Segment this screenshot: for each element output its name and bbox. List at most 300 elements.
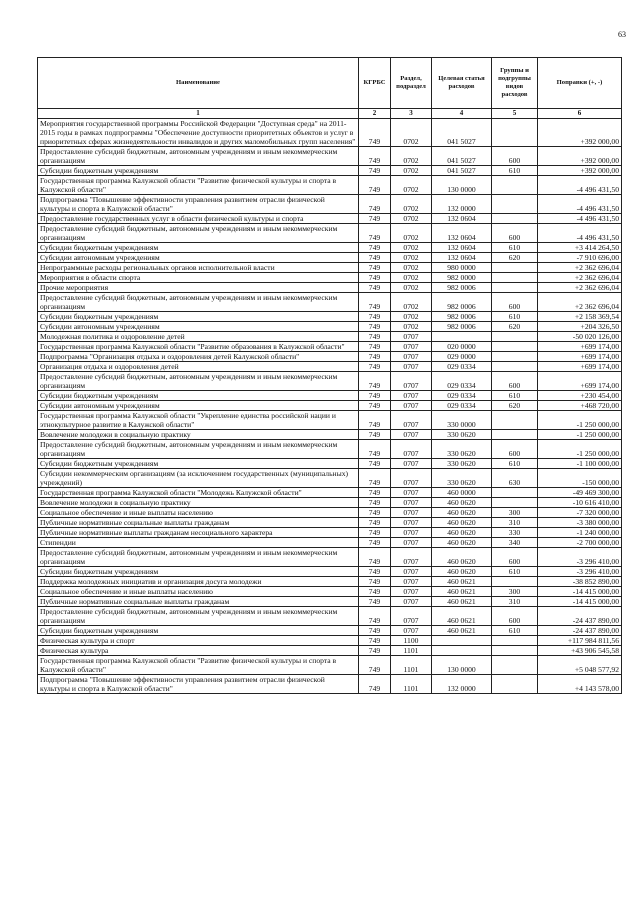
row-section-cell: 0707 [391, 577, 432, 587]
row-section-cell: 0707 [391, 548, 432, 567]
row-target-cell: 029 0334 [432, 372, 492, 391]
row-amount-cell: -3 380 000,00 [538, 518, 622, 528]
row-expense-type-cell: 310 [492, 597, 538, 607]
table-row [38, 253, 622, 263]
row-target-cell: 132 0000 [432, 195, 492, 214]
row-section-cell: 0707 [391, 587, 432, 597]
table-row [38, 675, 622, 694]
row-name-cell: Государственная программа Калужской области "Развитие физической культуры и спорта в Калужской области" [38, 656, 359, 675]
column-number: 5 [492, 109, 538, 119]
row-amount-cell: -1 100 000,00 [538, 459, 622, 469]
row-expense-type-cell: 310 [492, 518, 538, 528]
row-expense-type-cell [492, 430, 538, 440]
row-target-cell: 982 0006 [432, 312, 492, 322]
row-expense-type-cell [492, 411, 538, 430]
row-target-cell: 041 5027 [432, 119, 492, 147]
row-section-cell: 0707 [391, 362, 432, 372]
table-row [38, 498, 622, 508]
row-kgrbs-cell: 749 [359, 332, 391, 342]
row-expense-type-cell: 600 [492, 293, 538, 312]
row-name-cell: Предоставление субсидий бюджетным, автономным учреждениям и иным некоммерческим организациям [38, 372, 359, 391]
row-section-cell: 0702 [391, 283, 432, 293]
table-row [38, 508, 622, 518]
row-name-cell: Предоставление субсидий бюджетным, автономным учреждениям и иным некоммерческим организациям [38, 440, 359, 459]
row-kgrbs-cell: 749 [359, 440, 391, 459]
row-section-cell: 0707 [391, 372, 432, 391]
row-amount-cell: -49 469 300,00 [538, 488, 622, 498]
row-expense-type-cell: 600 [492, 440, 538, 459]
column-number: 3 [391, 109, 432, 119]
row-amount-cell: +468 720,00 [538, 401, 622, 411]
row-section-cell: 0707 [391, 607, 432, 626]
header-target-article: Целевая статья расходов [432, 58, 492, 109]
row-expense-type-cell: 300 [492, 587, 538, 597]
row-kgrbs-cell: 749 [359, 224, 391, 243]
row-expense-type-cell [492, 646, 538, 656]
row-target-cell: 132 0000 [432, 675, 492, 694]
row-name-cell: Стипендии [38, 538, 359, 548]
row-kgrbs-cell: 749 [359, 411, 391, 430]
row-name-cell: Непрограммные расходы региональных органов исполнительной власти [38, 263, 359, 273]
row-amount-cell: +392 000,00 [538, 147, 622, 166]
row-kgrbs-cell: 749 [359, 567, 391, 577]
row-expense-type-cell [492, 656, 538, 675]
row-target-cell: 460 0620 [432, 528, 492, 538]
table-row [38, 528, 622, 538]
row-amount-cell: -4 496 431,50 [538, 224, 622, 243]
row-section-cell: 0707 [391, 518, 432, 528]
row-expense-type-cell: 300 [492, 508, 538, 518]
row-kgrbs-cell: 749 [359, 675, 391, 694]
row-expense-type-cell: 610 [492, 567, 538, 577]
row-name-cell: Государственная программа Калужской области "Молодежь Калужской области" [38, 488, 359, 498]
row-amount-cell: -7 910 696,00 [538, 253, 622, 263]
row-name-cell: Субсидии бюджетным учреждениям [38, 166, 359, 176]
row-target-cell [432, 646, 492, 656]
row-expense-type-cell [492, 214, 538, 224]
row-expense-type-cell [492, 176, 538, 195]
row-amount-cell: -3 296 410,00 [538, 548, 622, 567]
header-kgrbs: КГРБС [359, 58, 391, 109]
row-target-cell: 460 0620 [432, 548, 492, 567]
row-target-cell: 460 0620 [432, 538, 492, 548]
row-target-cell: 460 0621 [432, 587, 492, 597]
row-kgrbs-cell: 749 [359, 607, 391, 626]
row-target-cell: 020 0000 [432, 342, 492, 352]
row-target-cell: 460 0621 [432, 607, 492, 626]
row-expense-type-cell [492, 352, 538, 362]
row-target-cell: 330 0620 [432, 459, 492, 469]
row-name-cell: Государственная программа Калужской области "Развитие образования в Калужской области" [38, 342, 359, 352]
row-section-cell: 0702 [391, 214, 432, 224]
row-amount-cell: +699 174,00 [538, 372, 622, 391]
row-name-cell: Физическая культура [38, 646, 359, 656]
row-target-cell: 460 0620 [432, 567, 492, 577]
row-section-cell: 1101 [391, 656, 432, 675]
row-name-cell: Предоставление субсидий бюджетным, автономным учреждениям и иным некоммерческим организациям [38, 224, 359, 243]
row-target-cell: 982 0006 [432, 283, 492, 293]
row-kgrbs-cell: 749 [359, 391, 391, 401]
column-number: 4 [432, 109, 492, 119]
row-expense-type-cell: 610 [492, 459, 538, 469]
column-number: 6 [538, 109, 622, 119]
row-name-cell: Мероприятия государственной программы Российской Федерации "Доступная среда" на 2011-2015 годы в рамках подпрограммы "Обеспечение доступности приоритетных объектов и услуг в приоритетных сферах жизнедеятельности инвалидов и других маломобильных групп населения" [38, 119, 359, 147]
row-section-cell: 0707 [391, 411, 432, 430]
table-row [38, 548, 622, 567]
column-number-row [38, 109, 622, 119]
row-section-cell: 0702 [391, 243, 432, 253]
row-expense-type-cell [492, 342, 538, 352]
row-kgrbs-cell: 749 [359, 459, 391, 469]
row-section-cell: 0707 [391, 430, 432, 440]
table-row [38, 195, 622, 214]
row-name-cell: Молодежная политика и оздоровление детей [38, 332, 359, 342]
table-row [38, 352, 622, 362]
row-section-cell: 0707 [391, 391, 432, 401]
row-expense-type-cell: 610 [492, 391, 538, 401]
table-row [38, 293, 622, 312]
row-section-cell: 0707 [391, 538, 432, 548]
row-kgrbs-cell: 749 [359, 352, 391, 362]
row-target-cell: 460 0621 [432, 577, 492, 587]
row-amount-cell: -3 296 410,00 [538, 567, 622, 577]
row-name-cell: Субсидии бюджетным учреждениям [38, 312, 359, 322]
row-kgrbs-cell: 749 [359, 656, 391, 675]
page-number: 63 [618, 30, 626, 39]
table-row [38, 224, 622, 243]
table-row [38, 312, 622, 322]
row-kgrbs-cell: 749 [359, 587, 391, 597]
row-name-cell: Мероприятия в области спорта [38, 273, 359, 283]
row-target-cell: 460 0620 [432, 518, 492, 528]
row-target-cell: 029 0000 [432, 352, 492, 362]
row-expense-type-cell [492, 488, 538, 498]
row-target-cell: 132 0604 [432, 214, 492, 224]
row-expense-type-cell: 600 [492, 147, 538, 166]
row-kgrbs-cell: 749 [359, 119, 391, 147]
table-row [38, 656, 622, 675]
row-section-cell: 0707 [391, 332, 432, 342]
row-expense-type-cell: 330 [492, 528, 538, 538]
row-amount-cell: -10 616 410,00 [538, 498, 622, 508]
row-amount-cell: +699 174,00 [538, 362, 622, 372]
row-name-cell: Вовлечение молодежи в социальную практику [38, 430, 359, 440]
row-amount-cell: +2 362 696,04 [538, 293, 622, 312]
table-row [38, 283, 622, 293]
row-name-cell: Предоставление субсидий бюджетным, автономным учреждениям и иным некоммерческим организациям [38, 147, 359, 166]
row-amount-cell: +4 143 578,00 [538, 675, 622, 694]
row-section-cell: 0702 [391, 176, 432, 195]
budget-amendments-table [37, 57, 622, 694]
row-name-cell: Субсидии бюджетным учреждениям [38, 243, 359, 253]
row-amount-cell: +5 048 577,92 [538, 656, 622, 675]
header-name: Наименование [38, 58, 359, 109]
row-kgrbs-cell: 749 [359, 488, 391, 498]
row-target-cell: 982 0006 [432, 322, 492, 332]
row-kgrbs-cell: 749 [359, 195, 391, 214]
row-kgrbs-cell: 749 [359, 548, 391, 567]
row-expense-type-cell: 610 [492, 166, 538, 176]
row-section-cell: 0707 [391, 352, 432, 362]
row-name-cell: Субсидии бюджетным учреждениям [38, 567, 359, 577]
row-target-cell: 460 0621 [432, 626, 492, 636]
row-kgrbs-cell: 749 [359, 342, 391, 352]
row-section-cell: 0702 [391, 293, 432, 312]
row-amount-cell: -50 020 126,00 [538, 332, 622, 342]
row-amount-cell: -7 320 000,00 [538, 508, 622, 518]
row-expense-type-cell: 600 [492, 548, 538, 567]
header-section: Раздел, подраздел [391, 58, 432, 109]
row-section-cell: 0702 [391, 147, 432, 166]
row-name-cell: Субсидии бюджетным учреждениям [38, 626, 359, 636]
table-row [38, 401, 622, 411]
row-target-cell: 132 0604 [432, 253, 492, 263]
table-row [38, 597, 622, 607]
row-expense-type-cell: 600 [492, 224, 538, 243]
row-kgrbs-cell: 749 [359, 372, 391, 391]
row-expense-type-cell [492, 636, 538, 646]
row-expense-type-cell: 620 [492, 401, 538, 411]
row-target-cell: 460 0621 [432, 597, 492, 607]
row-kgrbs-cell: 749 [359, 176, 391, 195]
row-section-cell: 0707 [391, 459, 432, 469]
row-kgrbs-cell: 749 [359, 597, 391, 607]
row-name-cell: Субсидии бюджетным учреждениям [38, 459, 359, 469]
row-section-cell: 0707 [391, 498, 432, 508]
row-section-cell: 0707 [391, 508, 432, 518]
row-name-cell: Публичные нормативные социальные выплаты гражданам [38, 597, 359, 607]
row-target-cell: 130 0000 [432, 176, 492, 195]
column-number: 2 [359, 109, 391, 119]
row-section-cell: 0707 [391, 469, 432, 488]
table-row [38, 577, 622, 587]
table-row [38, 332, 622, 342]
row-target-cell: 132 0604 [432, 224, 492, 243]
row-section-cell: 1101 [391, 675, 432, 694]
row-name-cell: Физическая культура и спорт [38, 636, 359, 646]
row-amount-cell: +230 454,00 [538, 391, 622, 401]
row-expense-type-cell: 620 [492, 253, 538, 263]
row-name-cell: Предоставление субсидий бюджетным, автономным учреждениям и иным некоммерческим организациям [38, 607, 359, 626]
column-number: 1 [38, 109, 359, 119]
row-kgrbs-cell: 749 [359, 401, 391, 411]
row-section-cell: 0707 [391, 488, 432, 498]
row-target-cell: 982 0000 [432, 273, 492, 283]
row-section-cell: 0702 [391, 322, 432, 332]
row-target-cell: 330 0620 [432, 440, 492, 459]
row-amount-cell: -24 437 890,00 [538, 626, 622, 636]
row-kgrbs-cell: 749 [359, 498, 391, 508]
row-target-cell: 029 0334 [432, 362, 492, 372]
row-section-cell: 0707 [391, 528, 432, 538]
row-kgrbs-cell: 749 [359, 538, 391, 548]
row-kgrbs-cell: 749 [359, 214, 391, 224]
table-row [38, 646, 622, 656]
row-target-cell: 460 0620 [432, 498, 492, 508]
row-target-cell: 330 0000 [432, 411, 492, 430]
row-expense-type-cell [492, 195, 538, 214]
row-name-cell: Подпрограмма "Повышение эффективности управления развитием отрасли физической культуры и спорта в Калужской области" [38, 675, 359, 694]
row-amount-cell: +43 906 545,58 [538, 646, 622, 656]
row-kgrbs-cell: 749 [359, 508, 391, 518]
table-row [38, 411, 622, 430]
table-row [38, 176, 622, 195]
table-row [38, 263, 622, 273]
row-section-cell: 0702 [391, 166, 432, 176]
row-name-cell: Предоставление государственных услуг в области физической культуры и спорта [38, 214, 359, 224]
row-target-cell: 130 0000 [432, 656, 492, 675]
row-expense-type-cell [492, 675, 538, 694]
table-row [38, 488, 622, 498]
table-row [38, 567, 622, 577]
row-kgrbs-cell: 749 [359, 283, 391, 293]
table-row [38, 147, 622, 166]
row-target-cell: 460 0000 [432, 488, 492, 498]
row-target-cell [432, 332, 492, 342]
row-kgrbs-cell: 749 [359, 430, 391, 440]
row-section-cell: 0707 [391, 626, 432, 636]
row-target-cell: 041 5027 [432, 147, 492, 166]
table-row [38, 636, 622, 646]
row-name-cell: Субсидии автономным учреждениям [38, 253, 359, 263]
row-amount-cell: +2 362 696,04 [538, 263, 622, 273]
row-kgrbs-cell: 749 [359, 293, 391, 312]
row-section-cell: 1100 [391, 636, 432, 646]
row-amount-cell: +699 174,00 [538, 352, 622, 362]
row-section-cell: 0702 [391, 253, 432, 263]
row-kgrbs-cell: 749 [359, 518, 391, 528]
row-target-cell: 330 0620 [432, 430, 492, 440]
row-amount-cell: -1 240 000,00 [538, 528, 622, 538]
row-kgrbs-cell: 749 [359, 577, 391, 587]
row-section-cell: 0702 [391, 119, 432, 147]
row-section-cell: 0702 [391, 195, 432, 214]
row-amount-cell: -150 000,00 [538, 469, 622, 488]
table-row [38, 440, 622, 459]
row-amount-cell: +2 362 696,04 [538, 283, 622, 293]
row-expense-type-cell: 610 [492, 243, 538, 253]
row-expense-type-cell: 600 [492, 607, 538, 626]
row-kgrbs-cell: 749 [359, 322, 391, 332]
row-name-cell: Социальное обеспечение и иные выплаты населению [38, 508, 359, 518]
row-expense-type-cell [492, 577, 538, 587]
row-name-cell: Государственная программа Калужской области "Развитие физической культуры и спорта в Калужской области" [38, 176, 359, 195]
table-header-row [38, 58, 622, 109]
row-amount-cell: +117 984 811,56 [538, 636, 622, 646]
row-name-cell: Поддержка молодежных инициатив и организация досуга молодежи [38, 577, 359, 587]
table-row [38, 243, 622, 253]
row-kgrbs-cell: 749 [359, 636, 391, 646]
row-expense-type-cell: 620 [492, 322, 538, 332]
table-row [38, 322, 622, 332]
table-row [38, 469, 622, 488]
row-target-cell: 029 0334 [432, 401, 492, 411]
table-row [38, 626, 622, 636]
row-name-cell: Субсидии автономным учреждениям [38, 322, 359, 332]
row-kgrbs-cell: 749 [359, 166, 391, 176]
row-target-cell: 460 0620 [432, 508, 492, 518]
row-expense-type-cell [492, 362, 538, 372]
row-section-cell: 0707 [391, 342, 432, 352]
row-amount-cell: -14 415 000,00 [538, 587, 622, 597]
row-amount-cell: +392 000,00 [538, 166, 622, 176]
row-amount-cell: +2 158 369,54 [538, 312, 622, 322]
row-kgrbs-cell: 749 [359, 263, 391, 273]
table-row [38, 607, 622, 626]
row-target-cell: 029 0334 [432, 391, 492, 401]
row-section-cell: 0702 [391, 273, 432, 283]
row-amount-cell: +2 362 696,04 [538, 273, 622, 283]
row-kgrbs-cell: 749 [359, 469, 391, 488]
header-amendment: Поправки (+, -) [538, 58, 622, 109]
table-row [38, 459, 622, 469]
table-row [38, 214, 622, 224]
row-name-cell: Социальное обеспечение и иные выплаты населению [38, 587, 359, 597]
row-name-cell: Публичные нормативные социальные выплаты гражданам [38, 518, 359, 528]
row-name-cell: Организация отдыха и оздоровления детей [38, 362, 359, 372]
row-amount-cell: +392 000,00 [538, 119, 622, 147]
row-amount-cell: -38 852 890,00 [538, 577, 622, 587]
row-name-cell: Субсидии бюджетным учреждениям [38, 391, 359, 401]
row-kgrbs-cell: 749 [359, 646, 391, 656]
row-amount-cell: -4 496 431,50 [538, 176, 622, 195]
row-section-cell: 0707 [391, 401, 432, 411]
row-target-cell: 041 5027 [432, 166, 492, 176]
row-amount-cell: -14 415 000,00 [538, 597, 622, 607]
row-amount-cell: -4 496 431,50 [538, 195, 622, 214]
header-expense-type: Группы и подгруппы видов расходов [492, 58, 538, 109]
row-kgrbs-cell: 749 [359, 243, 391, 253]
row-amount-cell: -24 437 890,00 [538, 607, 622, 626]
row-target-cell: 330 0620 [432, 469, 492, 488]
row-section-cell: 0702 [391, 312, 432, 322]
row-section-cell: 0707 [391, 597, 432, 607]
row-name-cell: Субсидии некоммерческим организациям (за исключением государственных (муниципальных) учреждений) [38, 469, 359, 488]
row-target-cell: 982 0006 [432, 293, 492, 312]
row-section-cell: 1101 [391, 646, 432, 656]
row-target-cell: 980 0000 [432, 263, 492, 273]
table-row [38, 119, 622, 147]
table-row [38, 342, 622, 352]
row-name-cell: Государственная программа Калужской области "Укрепление единства российской нации и этнокультурное развитие в Калужской области" [38, 411, 359, 430]
row-target-cell: 132 0604 [432, 243, 492, 253]
row-amount-cell: -1 250 000,00 [538, 430, 622, 440]
row-kgrbs-cell: 749 [359, 312, 391, 322]
row-amount-cell: -1 250 000,00 [538, 411, 622, 430]
row-kgrbs-cell: 749 [359, 528, 391, 538]
row-name-cell: Подпрограмма "Организация отдыха и оздоровления детей Калужской области" [38, 352, 359, 362]
row-expense-type-cell: 610 [492, 626, 538, 636]
row-name-cell: Публичные нормативные выплаты гражданам несоциального характера [38, 528, 359, 538]
table-row [38, 273, 622, 283]
row-expense-type-cell [492, 283, 538, 293]
row-expense-type-cell [492, 332, 538, 342]
row-section-cell: 0702 [391, 224, 432, 243]
table-row [38, 587, 622, 597]
row-name-cell: Прочие мероприятия [38, 283, 359, 293]
row-expense-type-cell [492, 263, 538, 273]
table-row [38, 391, 622, 401]
row-amount-cell: -2 700 000,00 [538, 538, 622, 548]
row-name-cell: Предоставление субсидий бюджетным, автономным учреждениям и иным некоммерческим организациям [38, 293, 359, 312]
row-expense-type-cell: 340 [492, 538, 538, 548]
row-name-cell: Вовлечение молодежи в социальную практику [38, 498, 359, 508]
row-expense-type-cell [492, 119, 538, 147]
row-amount-cell: -1 250 000,00 [538, 440, 622, 459]
row-expense-type-cell: 610 [492, 312, 538, 322]
table-row [38, 166, 622, 176]
row-amount-cell: +204 326,50 [538, 322, 622, 332]
